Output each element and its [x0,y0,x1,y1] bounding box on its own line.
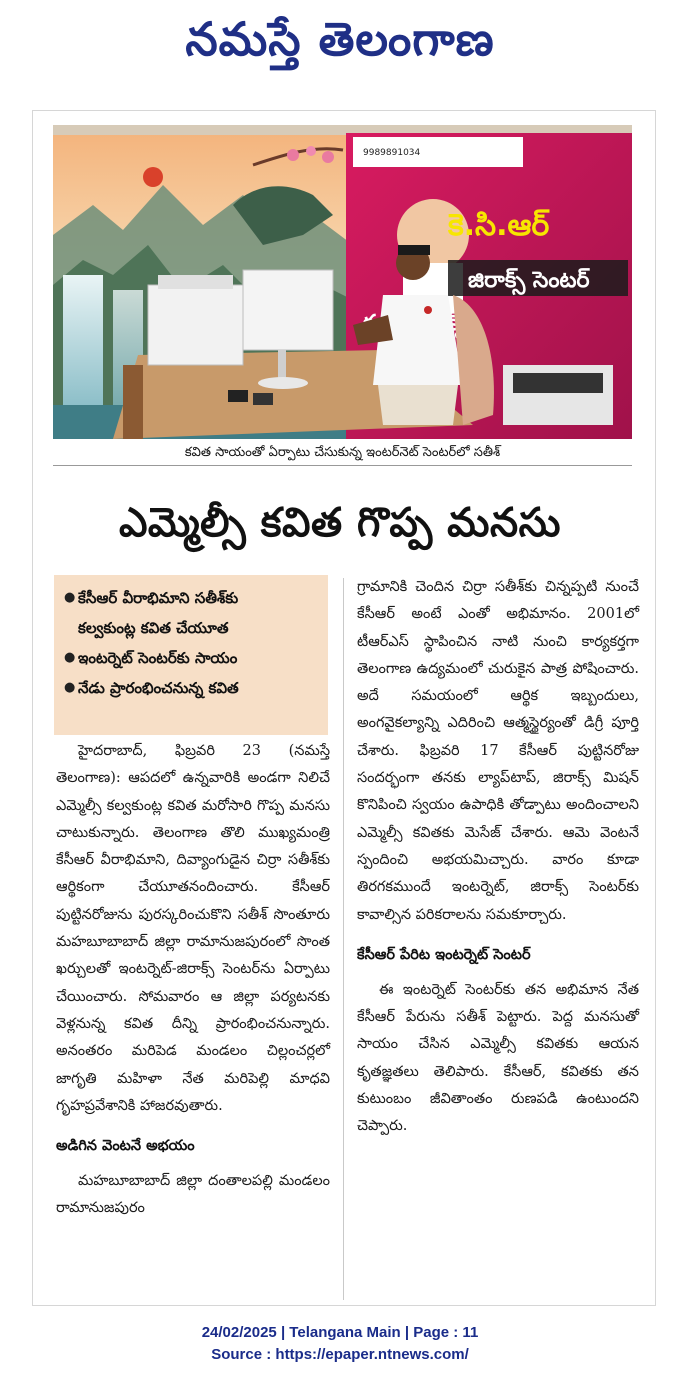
article-subheading: అడిగిన వెంటనే అభయం [56,1138,195,1155]
article-photo [53,125,632,439]
bullet-icon: ● [64,590,76,605]
highlights-box [54,575,328,735]
article-paragraph: గ్రామానికి చెందిన చిర్రా సతీశ్‌కు చిన్నప్పటి నుంచే కేసీఆర్ అంటే ఎంతో అభిమానం. 2001లో టీఆర్‌ఎస్ స్థాపించిన నాటి నుంచి కార్యకర్తగా తెలంగాణ ఉద్యమంలో చురుకైన పాత్ర పోషించారు. అదే సమయంలో ఆర్థిక ఇబ్బందులు, అంగవైకల్యాన్ని ఎదిరించి ఆత్మస్థైర్యంతో డిగ్రీ పూర్తి చేశారు. ఫిబ్రవరి 17 కేసీఆర్ పుట్టినరోజు సందర్భంగా తనకు ల్యాప్‌టాప్, జిరాక్స్ మిషన్ కొనిపించి స్వయం ఉపాధికి తోడ్పాటు అందించాలని ఎమ్మెల్సీ కవితకు మెసేజ్ చేశారు. ఆమె వెంటనే స్పందించి అభయమిచ్చారు. వారం కూడా తిరగకముందే ఇంటర్నెట్, జిరాక్స్ సెంటర్‌కు కావాల్సిన పరికరాలను సమకూర్చారు. [357,579,639,923]
banner-phone-text: 9989891034 [363,148,421,158]
banner-line2-text: జిరాక్స్ సెంటర్ [468,268,590,293]
highlight-item-continued [64,613,320,643]
bullet-icon: ● [64,650,76,665]
article-column-right [357,574,639,1141]
page-footer [0,1322,680,1366]
banner-title-text: కె.సి.ఆర్ [448,208,550,243]
footer-source-line: Source : https://epaper.ntnews.com/ [211,1346,469,1363]
photo-caption: కవిత సాయంతో ఏర్పాటు చేసుకున్న ఇంటర్‌నెట్ సెంటర్‌లో సతీశ్ [184,445,501,460]
article-paragraph: మహబూబాబాద్ జిల్లా దంతాలపల్లి మండలం రామానుజపురం [56,1173,330,1217]
highlight-item [64,673,320,703]
bullet-icon: ● [64,680,76,695]
highlight-item [64,583,320,613]
article-paragraph: హైదరాబాద్, ఫిబ్రవరి 23 (నమస్తే తెలంగాణ): ఆపదలో ఉన్నవారికి అండగా నిలిచే ఎమ్మెల్సీ కల్వకుంట్ల కవిత మరోసారి గొప్ప మనసు చాటుకున్నారు. తెలంగాణ తొలి ముఖ్యమంత్రి కేసీఆర్ వీరాభిమాని, దివ్యాంగుడైన చిర్రా సతీశ్‌కు ఆర్థికంగా చేయూతనందించారు. కేసీఆర్ పుట్టినరోజును పురస్కరించుకొని సతీశ్ సొంతూరు మహబూబాబాద్ జిల్లా రామానుజపురంలో సొంత ఖర్చులతో ఇంటర్నెట్-జిరాక్స్ సెంటర్‌ను ఏర్పాటు చేయించారు. సోమవారం ఆ జిల్లా పర్యటనకు వెళ్లనున్న కవిత దీన్ని ప్రారంభించనున్నారు. అనంతరం మరిపెడ మండలం చిల్లంచర్లలో జాగృతి మహిళా నేత మరిపెల్లి మాధవి గృహప్రవేశానికి హాజరవుతారు. [56,743,330,1114]
footer-edition-line: 24/02/2025 | Telangana Main | Page : 11 [201,1324,479,1341]
article-column-left [56,738,330,1223]
highlight-item [64,643,320,673]
caption-divider [53,465,632,466]
highlight-text: కేసీఆర్ వీరాభిమాని సతీశ్‌కు [78,589,239,607]
highlight-text: నేడు ప్రారంభించనున్న కవిత [78,679,239,697]
column-divider [343,578,344,1300]
highlight-text: ఇంటర్నెట్ సెంటర్‌కు సాయం [78,649,238,667]
article-paragraph: ఈ ఇంటర్నెట్ సెంటర్‌కు తన అభిమాన నేత కేసీఆర్ పేరును సతీశ్ పెట్టారు. పెద్ద మనసుతో సాయం చేసిన ఎమ్మెల్సీ కవితకు ఆయన కృతజ్ఞతలు తెలిపారు. కేసీఆర్, కవితకు తన కుటుంబం జీవితాంతం రుణపడి ఉంటుందని చెప్పారు. [357,981,639,1135]
highlight-text: కల్వకుంట్ల కవిత చేయూత [78,619,229,637]
article-subheading: కేసీఆర్ పేరిట ఇంటర్నెట్ సెంటర్ [357,946,531,963]
article-headline: ఎమ్మెల్సీ కవిత గొప్ప మనసు [118,500,562,546]
newspaper-masthead: నమస్తే తెలంగాణ [185,12,495,66]
